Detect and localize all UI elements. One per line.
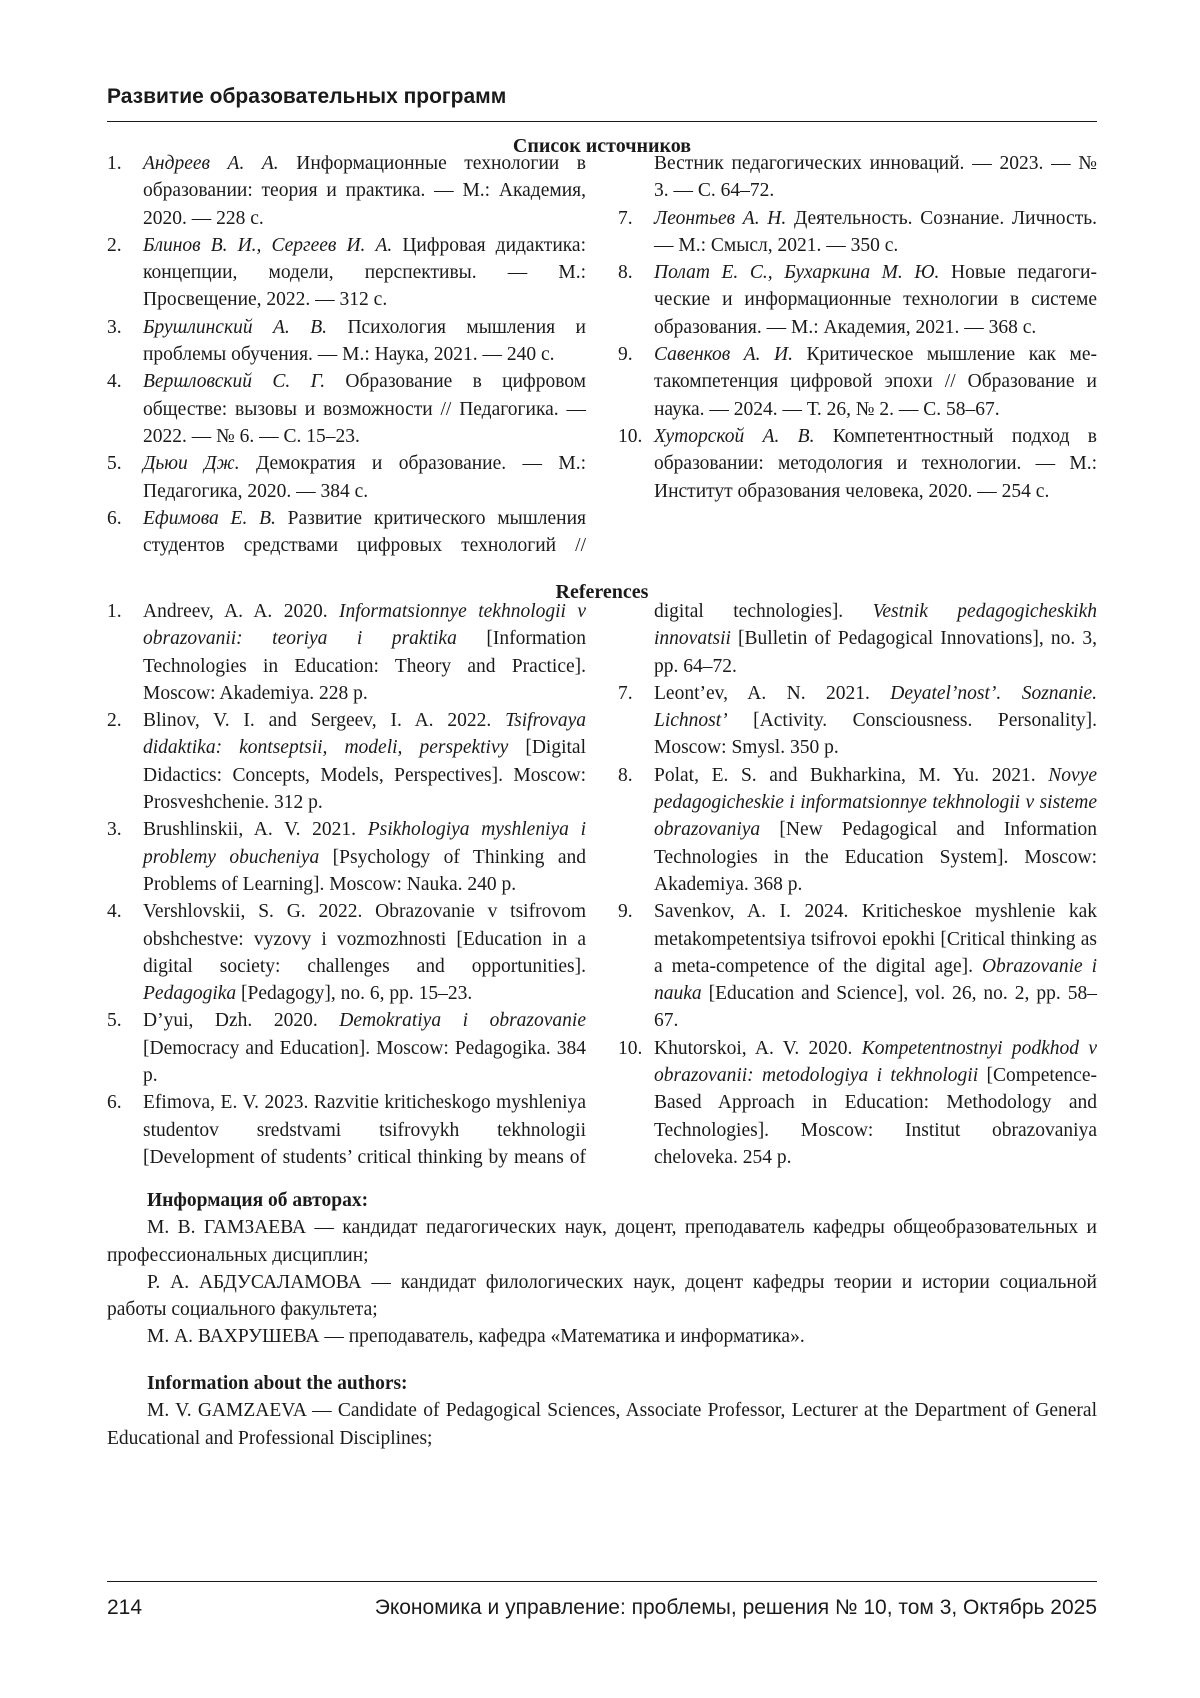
- reference-number: 5.: [107, 1010, 122, 1032]
- reference-body: Психология мышления и проблемы обучения. — М.: Наука, 2021. — 240 с.: [143, 316, 586, 366]
- reference-lead: Polat, E. S. and Bukharkina, M. Yu. 2021.: [654, 764, 1049, 786]
- reference-tail: [Psychology of Thinking and Problems of Learning]. Moscow: Nauka. 240 p.: [143, 846, 587, 895]
- reference-number: 2.: [107, 234, 122, 256]
- reference-title-italic: Pedagogika: [143, 983, 237, 1005]
- reference-tail: [Bulletin of Pedagogical Innovations], no. 3, pp. 64–72.: [654, 628, 1097, 677]
- reference-number: 8.: [618, 262, 633, 284]
- reference-item: [107, 368, 586, 450]
- reference-item: [618, 1035, 1097, 1171]
- reference-number: 10.: [618, 1037, 643, 1059]
- reference-lead: Vershlovskii, S. G. 2022. Obrazovanie v tsifrovom obshchestve: vyzovy i vozmozhnosti [Education in a digital society: challenges and opportunities].: [143, 901, 586, 977]
- authors-heading-ru: Информация об авторах:: [147, 1190, 369, 1211]
- footer-rule: [107, 1581, 1097, 1582]
- author-line: M. V. GAMZAEVA — Candidate of Pedagogical Sciences, Associate Professor, Lecturer at the Department of General Educational and Professional Disciplines;: [107, 1400, 1097, 1449]
- reference-number: 4.: [107, 371, 122, 393]
- reference-lead: Blinov, V. I. and Sergeev, I. A. 2022.: [143, 710, 506, 732]
- reference-title-italic: Tsifrovaya didaktika: kontseptsii, modeli, perspektivy: [143, 710, 586, 759]
- author-line: М. В. ГАМЗАЕВА — кандидат педагогических наук, доцент, преподаватель кафедры общеобразовательных и профессиональных дисциплин;: [107, 1217, 1097, 1266]
- reference-item: [107, 1007, 586, 1089]
- reference-lead: Efimova, E. V. 2023. Razvitie kriticheskogo myshleniya studentov sredstvami tsifrovykh tekhnologii [Development of students’ critical thinking by means of digital technologies].: [143, 601, 873, 1168]
- reference-number: 5.: [107, 453, 122, 475]
- reference-body: Деятельность. Сознание. Личность. — М.: Смысл, 2021. — 350 с.: [654, 207, 1097, 256]
- reference-authors: Полат Е. С., Бухаркина М. Ю.: [654, 262, 940, 284]
- reference-item: [107, 898, 586, 1007]
- reference-item: [618, 898, 1097, 1034]
- reference-authors: Дьюи Дж.: [143, 453, 240, 475]
- reference-authors: Андреев А. А.: [143, 153, 279, 174]
- reference-title-italic: Novye pedagogicheskie i informatsionnye tekhnologii v sisteme obrazovaniya: [654, 764, 1097, 841]
- reference-item: [618, 423, 1097, 505]
- reference-number: 4.: [107, 901, 122, 923]
- ru-references-title: Список источников: [512, 135, 692, 157]
- authors-info-ru: [107, 1187, 1097, 1351]
- reference-tail: [Pedagogy], no. 6, pp. 15–23.: [236, 983, 473, 1005]
- reference-item: [618, 259, 1097, 341]
- reference-number: 7.: [618, 207, 633, 229]
- en-references-list: [107, 598, 1097, 1172]
- reference-authors: Блинов В. И., Сергеев И. А.: [143, 234, 393, 256]
- reference-tail: [New Pedagogical and Information Technologies in the Education System]. Moscow: Akademiya. 368 p.: [654, 819, 1097, 895]
- reference-body: Новые педагогические и информационные технологии в системе образования. — М.: Академия, 2021. — 368 с.: [654, 262, 1097, 338]
- reference-authors: Савенков А. И.: [654, 344, 793, 366]
- page-footer: [107, 1591, 1097, 1625]
- reference-body: Компетентностный подход в образовании: методология и технологии. — М.: Институт образования человека, 2020. — 254 с.: [654, 425, 1097, 502]
- reference-authors: Вершловский С. Г.: [143, 371, 326, 393]
- reference-body: Информационные технологии в образовании: теория и практика. — М.: Академия, 2020. — 228 с.: [143, 153, 587, 229]
- reference-authors: Ефимова Е. В.: [143, 507, 276, 529]
- reference-authors: Хуторской А. В.: [654, 425, 815, 447]
- reference-item: [618, 341, 1097, 423]
- reference-tail: [Education and Science], vol. 26, no. 2, pp. 58–67.: [654, 983, 1097, 1032]
- reference-item: [618, 680, 1097, 762]
- reference-tail: [Information Technologies in Education: Theory and Practice]. Moscow: Akademiya. 228 p.: [143, 628, 586, 704]
- reference-number: 1.: [107, 601, 122, 622]
- ru-references-list: [107, 150, 1097, 560]
- reference-item: [107, 816, 586, 898]
- en-references-title: References: [555, 581, 649, 603]
- reference-title-italic: Deyatel’nost’. Soznanie. Lichnost’: [654, 682, 1097, 732]
- reference-item: [107, 150, 586, 232]
- reference-number: 6.: [107, 1092, 122, 1114]
- reference-title-italic: Kompetentnostnyi podkhod v obrazovanii: metodologiya i tekhnologii: [654, 1037, 1097, 1087]
- reference-number: 10.: [618, 425, 643, 447]
- reference-body: Развитие критического мышления студентов средствами цифровых технологий // Вестник педагогических инноваций. — 2023. — № 3. — С. 64–72.: [143, 153, 1097, 557]
- reference-tail: [Digital Didactics: Concepts, Models, Perspectives]. Moscow: Prosveshchenie. 312 p.: [143, 737, 586, 814]
- reference-number: 3.: [107, 819, 122, 841]
- authors-heading-en: Information about the authors:: [147, 1373, 408, 1394]
- reference-title-italic: Psikhologiya myshleniya i problemy obucheniya: [143, 819, 586, 868]
- reference-tail: [Activity. Consciousness. Personality]. Moscow: Smysl. 350 p.: [654, 710, 1097, 759]
- reference-number: 9.: [618, 344, 633, 366]
- reference-lead: Brushlinskii, A. V. 2021.: [143, 819, 368, 841]
- reference-authors: Брушлинский А. В.: [143, 316, 328, 338]
- reference-lead: Andreev, A. A. 2020.: [143, 601, 339, 622]
- page-number: 214: [107, 1596, 143, 1619]
- author-line: Р. А. АБДУСАЛАМОВА — кандидат филологических наук, доцент кафедры теории и истории социальной работы социального факультета;: [107, 1271, 1097, 1321]
- reference-lead: Khutorskoi, A. V. 2020.: [654, 1037, 862, 1059]
- reference-number: 6.: [107, 507, 122, 529]
- reference-body: Критическое мышление как метакомпетенция цифровой эпохи // Образование и наука. — 2024. — Т. 26, № 2. — С. 58–67.: [654, 344, 1097, 420]
- reference-item: [107, 232, 586, 314]
- header-rule: [107, 121, 1097, 122]
- reference-number: 7.: [618, 682, 633, 704]
- reference-number: 2.: [107, 710, 122, 732]
- reference-item: [107, 314, 586, 369]
- reference-body: Демократия и образование. — М.: Педагогика, 2020. — 384 с.: [143, 453, 587, 502]
- reference-title-italic: Informatsionnye tekhnologii v obrazovanii: teoriya i praktika: [143, 601, 587, 650]
- journal-title: Экономика и управление: проблемы, решения № 10, том 3, Октябрь 2025: [374, 1596, 1097, 1619]
- reference-item: [107, 707, 586, 816]
- reference-title-italic: Demokratiya i obrazovanie: [339, 1010, 586, 1032]
- reference-authors: Леонтьев А. Н.: [654, 207, 787, 229]
- reference-number: 1.: [107, 153, 122, 174]
- reference-lead: Savenkov, A. I. 2024. Kriticheskoe myshlenie kak metakompetentsiya tsifrovoi epokhi [Critical thinking as a meta-competence of the digital age].: [654, 901, 1097, 977]
- reference-number: 8.: [618, 764, 633, 786]
- reference-number: 3.: [107, 316, 122, 338]
- reference-item: [107, 450, 586, 505]
- running-title: Развитие образовательных программ: [107, 85, 507, 108]
- reference-body: Образование в цифровом обществе: вызовы и возможности // Педагогика. — 2022. — № 6. — С. 15–23.: [143, 371, 586, 447]
- reference-item: [618, 762, 1097, 898]
- authors-info-en: [107, 1370, 1097, 1452]
- reference-number: 9.: [618, 901, 633, 923]
- reference-item: [107, 598, 586, 707]
- author-line: М. А. ВАХРУШЕВА — преподаватель, кафедра «Математика и информатика».: [147, 1326, 805, 1348]
- reference-lead: Leont’ev, A. N. 2021.: [654, 682, 891, 704]
- reference-item: [618, 205, 1097, 260]
- reference-tail: [Democracy and Education]. Moscow: Pedagogika. 384 p.: [143, 1037, 586, 1087]
- reference-title-italic: Vestnik pedagogicheskikh innovatsii: [654, 601, 1097, 650]
- reference-lead: D’yui, Dzh. 2020.: [143, 1010, 340, 1032]
- reference-title-italic: Obrazovanie i nauka: [654, 955, 1098, 1005]
- reference-body: Цифровая дидактика: концепции, модели, перспективы. — М.: Просвещение, 2022. — 312 с.: [143, 234, 587, 311]
- reference-tail: [Competence-Based Approach in Education: Methodology and Technologies]. Moscow: Institut obrazovaniya cheloveka. 254 p.: [654, 1065, 1097, 1168]
